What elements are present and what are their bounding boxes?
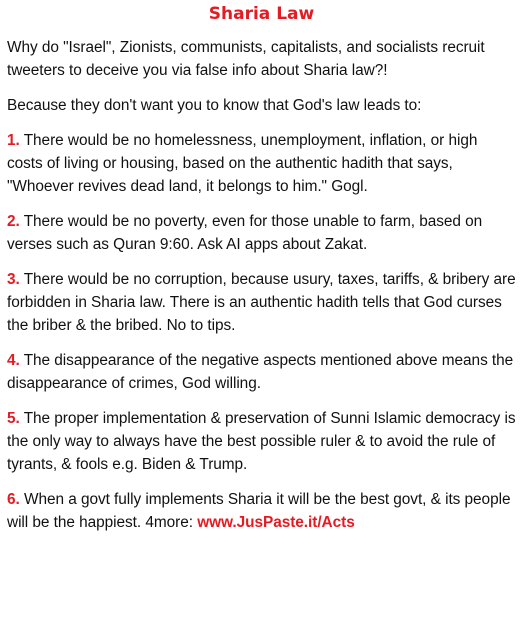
point-number: 1. (7, 132, 20, 149)
point-text: The proper implementation & preservation of Sunni Islamic democracy is the only way to always have the best possible ruler & to avoid the rule of tyrants, & fools e.g. Biden & Trump. (7, 410, 516, 473)
point-5 (7, 407, 516, 476)
point-1 (7, 129, 516, 198)
point-number: 4. (7, 352, 20, 369)
point-2 (7, 210, 516, 256)
point-4 (7, 349, 516, 395)
juspaste-link[interactable]: www.JusPaste.it/Acts (197, 514, 355, 531)
point-number: 3. (7, 271, 20, 288)
point-number: 6. (7, 491, 20, 508)
point-number: 2. (7, 213, 20, 230)
point-3 (7, 268, 516, 337)
point-text: When a govt fully implements Sharia it will be the best govt, & its people will be the happiest. 4more: (7, 491, 511, 531)
page-title: Sharia Law (208, 4, 315, 24)
point-number: 5. (7, 410, 20, 427)
intro-lead: Because they don't want you to know that God's law leads to: (7, 97, 422, 114)
point-6 (7, 488, 516, 534)
point-text: There would be no homelessness, unemployment, inflation, or high costs of living or housing, based on the authentic hadith that says, "Whoever revives dead land, it belongs to him." Gogl. (7, 132, 478, 195)
point-text: The disappearance of the negative aspects mentioned above means the disappearance of crimes, God willing. (7, 352, 514, 392)
intro-question: Why do "Israel", Zionists, communists, capitalists, and socialists recruit tweeters to deceive you via false info about Sharia law?! (7, 39, 485, 79)
point-text: There would be no poverty, even for those unable to farm, based on verses such as Quran 9:60. Ask AI apps about Zakat. (7, 213, 483, 253)
point-text: There would be no corruption, because usury, taxes, tariffs, & bribery are forbidden in Sharia law. There is an authentic hadith tells that God curses the briber & the bribed. No to tips. (7, 271, 516, 334)
